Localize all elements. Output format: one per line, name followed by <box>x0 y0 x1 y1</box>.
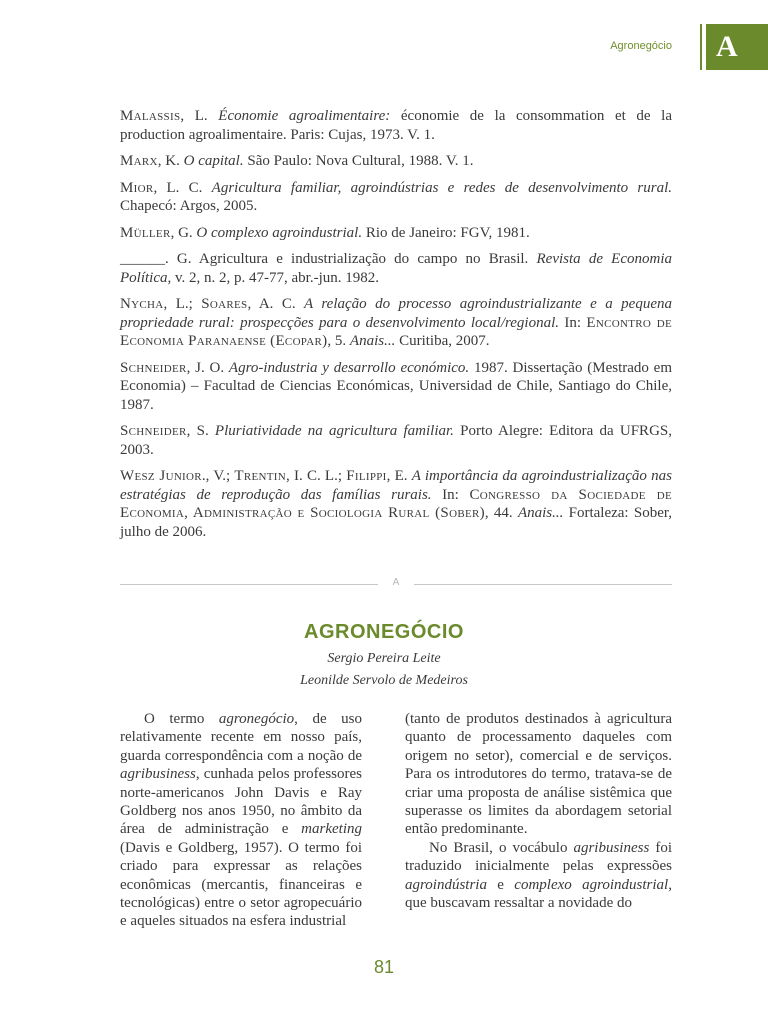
section-divider <box>120 577 672 591</box>
author-2: Leonilde Servolo de Medeiros <box>300 673 468 688</box>
body-paragraph: O termo agronegócio, de uso relativamente recente em nosso país, guarda correspondência com a noção de agribusiness, cunhada pelos professores norte-americanos John Davis e Ray Goldberg nos anos 1950, no âmbito da área de administração e marketing (Davis e Goldberg, 1957). O termo foi criado para expressar as relações econômicas (mercantis, financeiras e tecnológicas) entre o setor agropecuário e aqueles situados na esfera industrial <box>120 711 362 930</box>
reference-entry: Schneider, J. O. Agro-industria y desarrollo económico. 1987. Dissertação (Mestrado em Economia) – Facultad de Ciencias Económicas, Universidad de Chile, Santiago do Chile, 1987. <box>120 359 672 413</box>
letter-tab: A <box>706 24 768 70</box>
body-paragraph: (tanto de produtos destinados à agricultura quanto de processamento daqueles com origem no setor), comercial e de serviços. Para os introdutores do termo, tratava-se de criar uma proposta de análise sistêmica que superasse os limites da abordagem setorial então predominante. <box>405 711 672 838</box>
tab-rule <box>700 24 702 70</box>
entry-title: AGRONEGÓCIO <box>304 621 464 643</box>
reference-entry: Wesz Junior., V.; Trentin, I. C. L.; Filippi, E. A importância da agroindustrialização nas estratégias de reprodução das famílias rurais. In: Congresso da Sociedade de Economia, Administração e Sociologia Rural (Sober), 44. Anais... Fortaleza: Sober, julho de 2006. <box>120 468 672 540</box>
reference-entry: ______. G. Agricultura e industrialização do campo no Brasil. Revista de Economia Política, v. 2, n. 2, p. 47-77, abr.-jun. 1982. <box>120 251 672 286</box>
text-column-left <box>120 710 362 931</box>
running-head: Agronegócio <box>610 40 672 52</box>
divider-mark: A <box>392 577 400 588</box>
author-1: Sergio Pereira Leite <box>327 651 441 666</box>
reference-entry: Marx, K. O capital. São Paulo: Nova Cultural, 1988. V. 1. <box>120 153 474 169</box>
reference-entry: Müller, G. O complexo agroindustrial. Rio de Janeiro: FGV, 1981. <box>120 224 530 241</box>
text-column-right <box>405 710 672 912</box>
reference-entry: Mior, L. C. Agricultura familiar, agroindústrias e redes de desenvolvimento rural. Chapecó: Argos, 2005. <box>120 179 672 214</box>
reference-entry: Schneider, S. Pluriatividade na agricultura familiar. Porto Alegre: Editora da UFRGS, 2003. <box>120 423 672 458</box>
reference-entry: Malassis, L. Économie agroalimentaire: économie de la consommation et de la production agroalimentaire. Paris: Cujas, 1973. V. 1. <box>120 108 673 143</box>
reference-list <box>120 107 672 549</box>
reference-entry: Nycha, L.; Soares, A. C. A relação do processo agroindustrializante e a pequena propriedade rural: prospecções para o desenvolvimento local/regional. In: Encontro de Economia Paranaense (Ecopar), 5. Anais... Curitiba, 2007. <box>120 296 673 349</box>
divider-line-right <box>414 584 672 585</box>
body-paragraph: No Brasil, o vocábulo agribusiness foi traduzido inicialmente pelas expressões agroindústria e complexo agroindustrial, que buscavam ressaltar a novidade do <box>405 839 672 912</box>
page-number: 81 <box>373 957 395 977</box>
